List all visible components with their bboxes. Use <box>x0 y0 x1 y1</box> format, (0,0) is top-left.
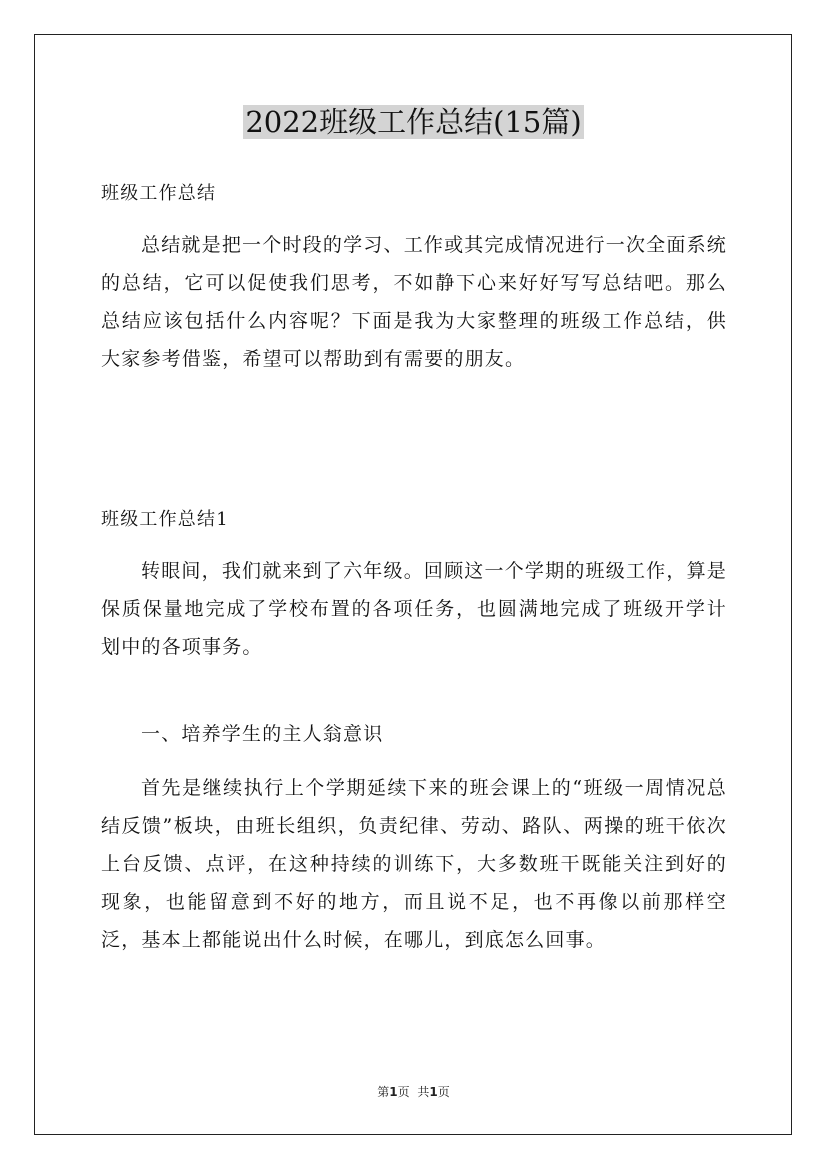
document-title <box>0 101 827 143</box>
page-current: 1 <box>389 1085 398 1099</box>
page-footer <box>0 1084 827 1100</box>
total-prefix: 共 <box>417 1085 430 1099</box>
total-suffix: 页 <box>437 1085 450 1099</box>
section1-paragraph-1: 转眼间，我们就来到了六年级。回顾这一个学期的班级工作，算是保质保量地完成了学校布置的各项任务，也圆满地完成了班级开学计划中的各项事务。 <box>101 560 727 658</box>
document-title-text: 2022班级工作总结(15篇) <box>245 105 582 139</box>
page-prefix: 第 <box>377 1085 390 1099</box>
intro-heading: 班级工作总结 <box>101 183 217 204</box>
page-suffix: 页 <box>397 1085 410 1099</box>
section-heading-1: 班级工作总结1 <box>101 509 229 530</box>
page-total: 1 <box>429 1085 438 1099</box>
section1-paragraph-2: 首先是继续执行上个学期延续下来的班会课上的“班级一周情况总结反馈”板块，由班长组织，负责纪律、劳动、路队、两操的班干依次上台反馈、点评，在这种持续的训练下，大多数班干既能关注到好的现象，也能留意到不好的地方，而且说不足，也不再像以前那样空泛，基本上都能说出什么时候，在哪儿，到底怎么回事。 <box>101 777 727 951</box>
section1-subheading: 一、培养学生的主人翁意识 <box>141 723 384 745</box>
intro-paragraph: 总结就是把一个时段的学习、工作或其完成情况进行一次全面系统的总结，它可以促使我们思考，不如静下心来好好写写总结吧。那么总结应该包括什么内容呢？下面是我为大家整理的班级工作总结，供大家参考借鉴，希望可以帮助到有需要的朋友。 <box>101 234 727 370</box>
